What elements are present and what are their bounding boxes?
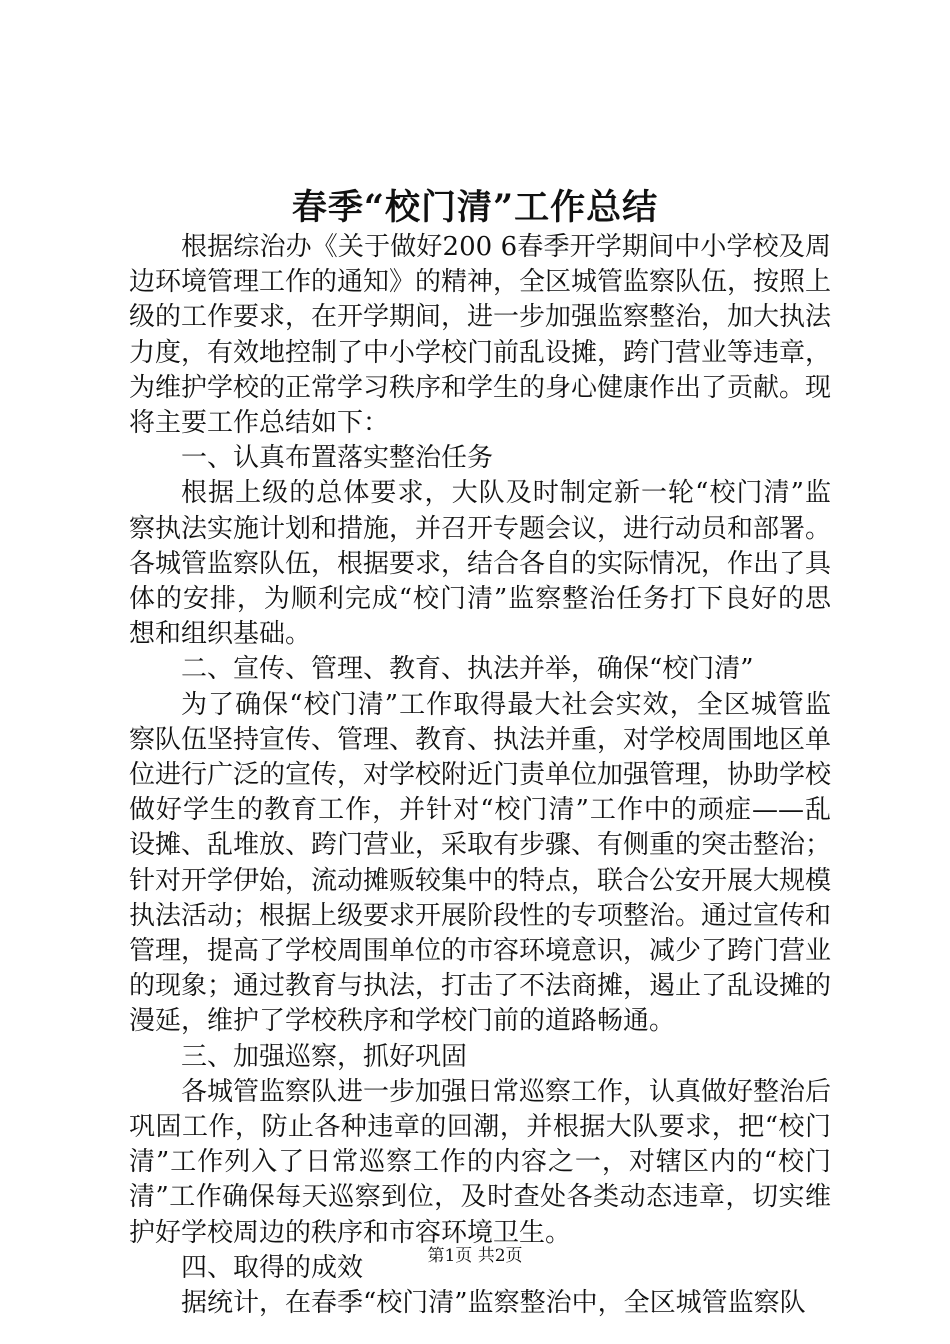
section-paragraph-3: 各城管监察队进一步加强日常巡察工作，认真做好整治后巩固工作，防止各种违章的回潮，并根据大队要求，把“校门清”工作列入了日常巡察工作的内容之一，对辖区内的“校门清”工作确保每天巡察到位，及时查处各类动态违章，切实维护好学校周边的秩序和市容环境卫生。 — [129, 1076, 832, 1248]
section-heading-2: 二、宣传、管理、教育、执法并举，确保“校门清” — [181, 654, 754, 685]
page-number-footer: 第1页 共2页 — [427, 1246, 523, 1266]
document-body — [129, 230, 831, 1321]
document-title: 春季“校门清”工作总结 — [291, 187, 659, 228]
section-paragraph-4: 据统计，在春季“校门清”监察整治中，全区城管监察队 — [181, 1288, 806, 1319]
section-heading-4: 四、取得的成效 — [181, 1252, 364, 1283]
section-paragraph-1: 根据上级的总体要求，大队及时制定新一轮“校门清”监察执法实施计划和措施，并召开专题会议，进行动员和部署。各城管监察队伍，根据要求，结合各自的实际情况，作出了具体的安排，为顺利完成“校门清”监察整治任务打下良好的思想和组织基础。 — [129, 478, 832, 650]
section-paragraph-2: 为了确保“校门清”工作取得最大社会实效，全区城管监察队伍坚持宣传、管理、教育、执法并重，对学校周围地区单位进行广泛的宣传，对学校附近门责单位加强管理，协助学校做好学生的教育工作，并针对“校门清”工作中的顽症——乱设摊、乱堆放、跨门营业，采取有步骤、有侧重的突击整治；针对开学伊始，流动摊贩较集中的特点，联合公安开展大规模执法活动；根据上级要求开展阶段性的专项整治。通过宣传和管理，提高了学校周围单位的市容环境意识，减少了跨门营业的现象；通过教育与执法，打击了不法商摊，遏止了乱设摊的漫延，维护了学校秩序和学校门前的道路畅通。 — [129, 689, 832, 1037]
section-heading-1: 一、认真布置落实整治任务 — [181, 443, 494, 474]
intro-paragraph: 根据综治办《关于做好200 6春季开学期间中小学校及周边环境管理工作的通知》的精神，全区城管监察队伍，按照上级的工作要求，在开学期间，进一步加强监察整治，加大执法力度，有效地控制了中小学校门前乱设摊，跨门营业等违章，为维护学校的正常学习秩序和学生的身心健康作出了贡献。现将主要工作总结如下： — [129, 232, 832, 439]
section-heading-3: 三、加强巡察，抓好巩固 — [181, 1041, 468, 1072]
